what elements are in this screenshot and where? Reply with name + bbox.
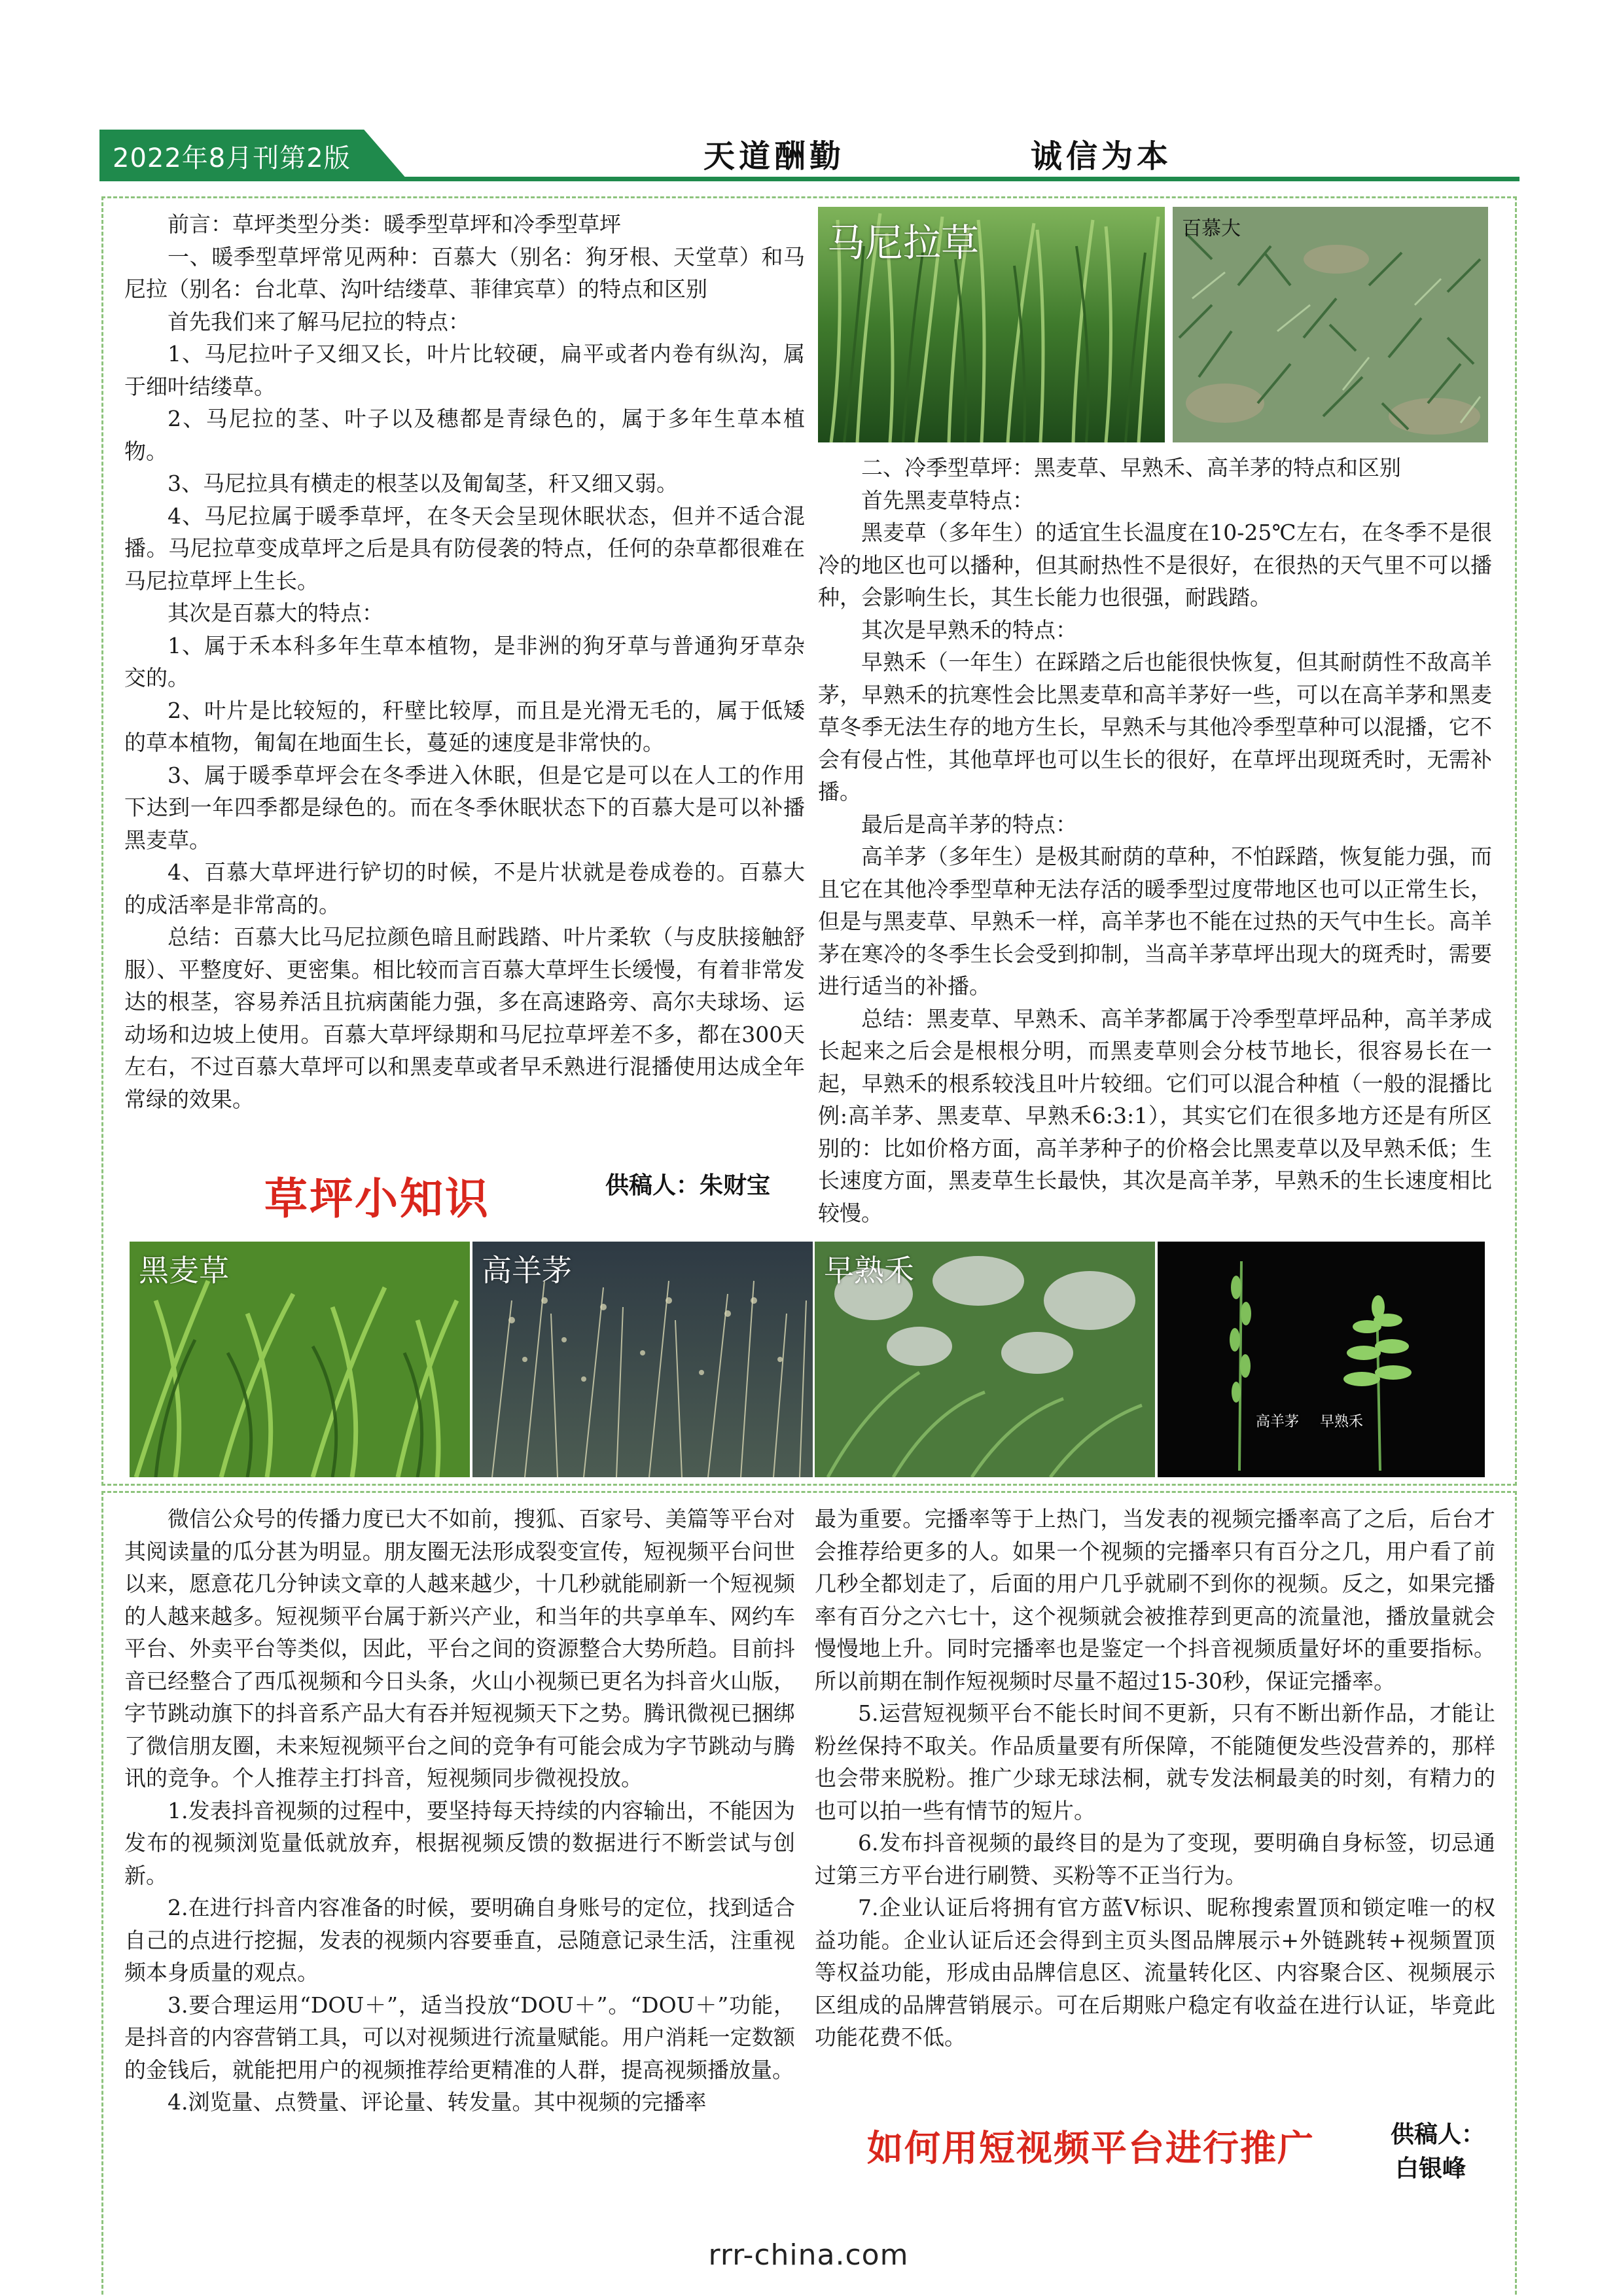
- compare-fescue-label: 高羊茅: [1256, 1414, 1300, 1430]
- paragraph: 一、暖季型草坪常见两种：百慕大（别名：狗牙根、天堂草）和马尼拉（别名：台北草、沟叶结缕草、菲律宾草）的特点和区别: [124, 243, 805, 302]
- paragraph: 6.发布抖音视频的最终目的是为了变现，要明确自身标签，切忌通过第三方平台进行刷赞、买粉等不正当行为。: [815, 1830, 1495, 1888]
- fescue-bluegrass-comparison-photo: [1158, 1242, 1485, 1477]
- paragraph: 3.要合理运用“DOU＋”，适当投放“DOU＋”。“DOU＋”功能，是抖音的内容营销工具，可以对视频进行流量赋能。用户消耗一定数额的金钱后，就能把用户的视频推荐给更精准的人群，提高视频播放量。: [124, 1992, 795, 2083]
- paragraph: 7.企业认证后将拥有官方蓝V标识、昵称搜索置顶和锁定唯一的权益功能。企业认证后还会得到主页头图品牌展示+外链跳转+视频置顶等权益功能，形成由品牌信息区、流量转化区、内容聚合区、视频展示区组成的品牌营销展示。可在后期账户稳定有收益在进行认证，毕竟此功能花费不低。: [815, 1895, 1495, 2050]
- video-article-left-column: [124, 1503, 795, 2119]
- paragraph: 微信公众号的传播力度已大不如前，搜狐、百家号、美篇等平台对其阅读量的瓜分甚为明显。朋友圈无法形成裂变宣传，短视频平台问世以来，愿意花几分钟读文章的人越来越少，十几秒就能刷新一个短视频的人越来越多。短视频平台属于新兴产业，和当年的共享单车、网约车平台、外卖平台等类似，因此，平台之间的资源整合大势所趋。目前抖音已经整合了西瓜视频和今日头条，火山小视频已更名为抖音火山版，字节跳动旗下的抖音系产品大有吞并短视频天下之势。腾讯微视已捆绑了微信朋友圈，未来短视频平台之间的竞争有可能会成为字节跳动与腾讯的竞争。个人推荐主打抖音，短视频同步微视投放。: [124, 1506, 795, 1791]
- paragraph: 二、冷季型草坪：黑麦草、早熟禾、高羊茅的特点和区别: [861, 455, 1401, 480]
- bluegrass-photo: [815, 1242, 1155, 1477]
- manila-photo-label: 马尼拉草: [827, 221, 980, 265]
- bermuda-photo-label: 百慕大: [1182, 217, 1241, 240]
- bermuda-grass-photo: [1173, 207, 1488, 442]
- issue-label: 2022年8月刊第2版: [113, 143, 351, 173]
- grass-article-left-column: [124, 208, 805, 1115]
- page-header: [0, 0, 1617, 190]
- grass-article-credit: 供稿人：朱财宝: [605, 1172, 771, 1199]
- paragraph: 1、属于禾本科多年生草本植物，是非洲的狗牙草与普通狗牙草杂交的。: [124, 632, 805, 691]
- paragraph: 首先我们来了解马尼拉的特点：: [168, 308, 470, 334]
- paragraph: 总结：百慕大比马尼拉颜色暗且耐践踏、叶片柔软（与皮肤接触舒服）、平整度好、更密集。相比较而言百慕大草坪生长缓慢，有着非常发达的根茎，容易养活且抗病菌能力强，多在高速路旁、高尔夫球场、运动场和边坡上使用。百慕大草坪绿期和马尼拉草坪差不多，都在300天左右，不过百慕大草坪可以和黑麦草或者早禾熟进行混播使用达成全年常绿的效果。: [124, 924, 805, 1112]
- motto-right: 诚信为本: [1031, 138, 1173, 175]
- paragraph: 其次是早熟禾的特点：: [861, 617, 1077, 643]
- paragraph: 其次是百慕大的特点：: [168, 600, 383, 626]
- paragraph: 4.浏览量、点赞量、评论量、转发量。其中视频的完播率: [168, 2089, 707, 2115]
- paragraph: 3、属于暖季草坪会在冬季进入休眠，但是它是可以在人工的作用下达到一年四季都是绿色的。而在冬季休眠状态下的百慕大是可以补播黑麦草。: [124, 762, 805, 853]
- paragraph: 1.发表抖音视频的过程中，要坚持每天持续的内容输出，不能因为发布的视频浏览量低就放弃，根据视频反馈的数据进行不断尝试与创新。: [124, 1797, 795, 1888]
- paragraph: 黑麦草（多年生）的适宜生长温度在10-25℃左右，在冬季不是很冷的地区也可以播种，但其耐热性不是很好，在很热的天气里不可以播种，会影响生长，其生长能力也很强，耐践踏。: [818, 520, 1492, 610]
- paragraph: 前言：草坪类型分类：暖季型草坪和冷季型草坪: [168, 211, 621, 237]
- paragraph: 4、马尼拉属于暖季草坪，在冬天会呈现休眠状态，但并不适合混播。马尼拉草变成草坪之后是具有防侵袭的特点，任何的杂草都很难在马尼拉草坪上生长。: [124, 503, 805, 594]
- ryegrass-photo-label: 黑麦草: [139, 1253, 229, 1288]
- paragraph: 2、叶片是比较短的，秆壁比较厚，而且是光滑无毛的，属于低矮的草本植物，匍匐在地面生长，蔓延的速度是非常快的。: [124, 697, 805, 755]
- bluegrass-photo-label: 早熟禾: [824, 1253, 914, 1288]
- paragraph: 早熟禾（一年生）在踩踏之后也能很快恢复，但其耐荫性不敌高羊茅，早熟禾的抗寒性会比黑麦草和高羊茅好一些，可以在高羊茅和黑麦草冬季无法生存的地方生长，早熟禾与其他冷季型草种可以混播，它不会有侵占性，其他草坪也可以生长的很好，在草坪出现斑秃时，无需补播。: [818, 649, 1492, 804]
- paragraph: 2.在进行抖音内容准备的时候，要明确自身账号的定位，找到适合自己的点进行挖掘，发表的视频内容要垂直，忌随意记录生活，注重视频本身质量的观点。: [124, 1895, 795, 1985]
- footer-site-url: rrr-china.com: [708, 2238, 909, 2272]
- motto-left: 天道酬勤: [703, 138, 845, 175]
- video-article-right-column: [815, 1503, 1495, 2054]
- video-article-title: 如何用短视频平台进行推广: [867, 2127, 1315, 2169]
- header-rule: [99, 177, 1519, 181]
- paragraph: 最后是高羊茅的特点：: [861, 811, 1077, 837]
- tall-fescue-photo: [472, 1242, 813, 1477]
- paragraph: 3、马尼拉具有横走的根茎以及匍匐茎，秆又细又弱。: [168, 471, 678, 496]
- paragraph: 2、马尼拉的茎、叶子以及穗都是青绿色的，属于多年生草本植物。: [124, 406, 805, 464]
- fescue-photo-label: 高羊茅: [482, 1253, 572, 1288]
- grass-article-right-column: [818, 452, 1492, 1229]
- ryegrass-photo: [130, 1242, 470, 1477]
- grass-article-title: 草坪小知识: [264, 1174, 490, 1224]
- video-article-credit-label: 供稿人：: [1391, 2121, 1485, 2148]
- video-article-credit-name: 白银峰: [1395, 2155, 1466, 2182]
- paragraph: 1、马尼拉叶子又细又长，叶片比较硬，扁平或者内卷有纵沟，属于细叶结缕草。: [124, 341, 805, 399]
- paragraph: 5.运营短视频平台不能长时间不更新，只有不断出新作品，才能让粉丝保持不取关。作品质量要有所保障，不能随便发些没营养的，那样也会带来脱粉。推广少球无球法桐，就专发法桐最美的时刻，有精力的也可以拍一些有情节的短片。: [815, 1700, 1495, 1823]
- manila-grass-photo: [818, 207, 1165, 442]
- paragraph: 首先黑麦草特点：: [861, 487, 1034, 513]
- paragraph: 最为重要。完播率等于上热门，当发表的视频完播率高了之后，后台才会推荐给更多的人。如果一个视频的完播率只有百分之几，用户看了前几秒全都划走了，后面的用户几乎就刷不到你的视频。反之，如果完播率有百分之六七十，这个视频就会被推荐到更高的流量池，播放量就会慢慢地上升。同时完播率也是鉴定一个抖音视频质量好坏的重要指标。所以前期在制作短视频时尽量不超过15-30秒，保证完播率。: [815, 1506, 1495, 1694]
- paragraph: 高羊茅（多年生）是极其耐荫的草种，不怕踩踏，恢复能力强，而且它在其他冷季型草种无法存活的暖季型过度带地区也可以正常生长，但是与黑麦草、早熟禾一样，高羊茅也不能在过热的天气中生长。高羊茅在寒冷的冬季生长会受到抑制，当高羊茅草坪出现大的斑秃时，需要进行适当的补播。: [818, 844, 1492, 999]
- paragraph: 4、百慕大草坪进行铲切的时候，不是片状就是卷成卷的。百慕大的成活率是非常高的。: [124, 859, 805, 918]
- paragraph: 总结：黑麦草、早熟禾、高羊茅都属于冷季型草坪品种，高羊茅成长起来之后会是根根分明，而黑麦草则会分枝节地长，很容易长在一起，早熟禾的根系较浅且叶片较细。它们可以混合种植（一般的混播比例:高羊茅、黑麦草、早熟禾6:3:1），其实它们在很多地方还是有所区别的：比如价格方面，高羊茅种子的价格会比黑麦草以及早熟禾低；生长速度方面，黑麦草生长最快，其次是高羊茅，早熟禾的生长速度相比较慢。: [818, 1005, 1492, 1226]
- compare-bluegrass-label: 早熟禾: [1320, 1414, 1364, 1430]
